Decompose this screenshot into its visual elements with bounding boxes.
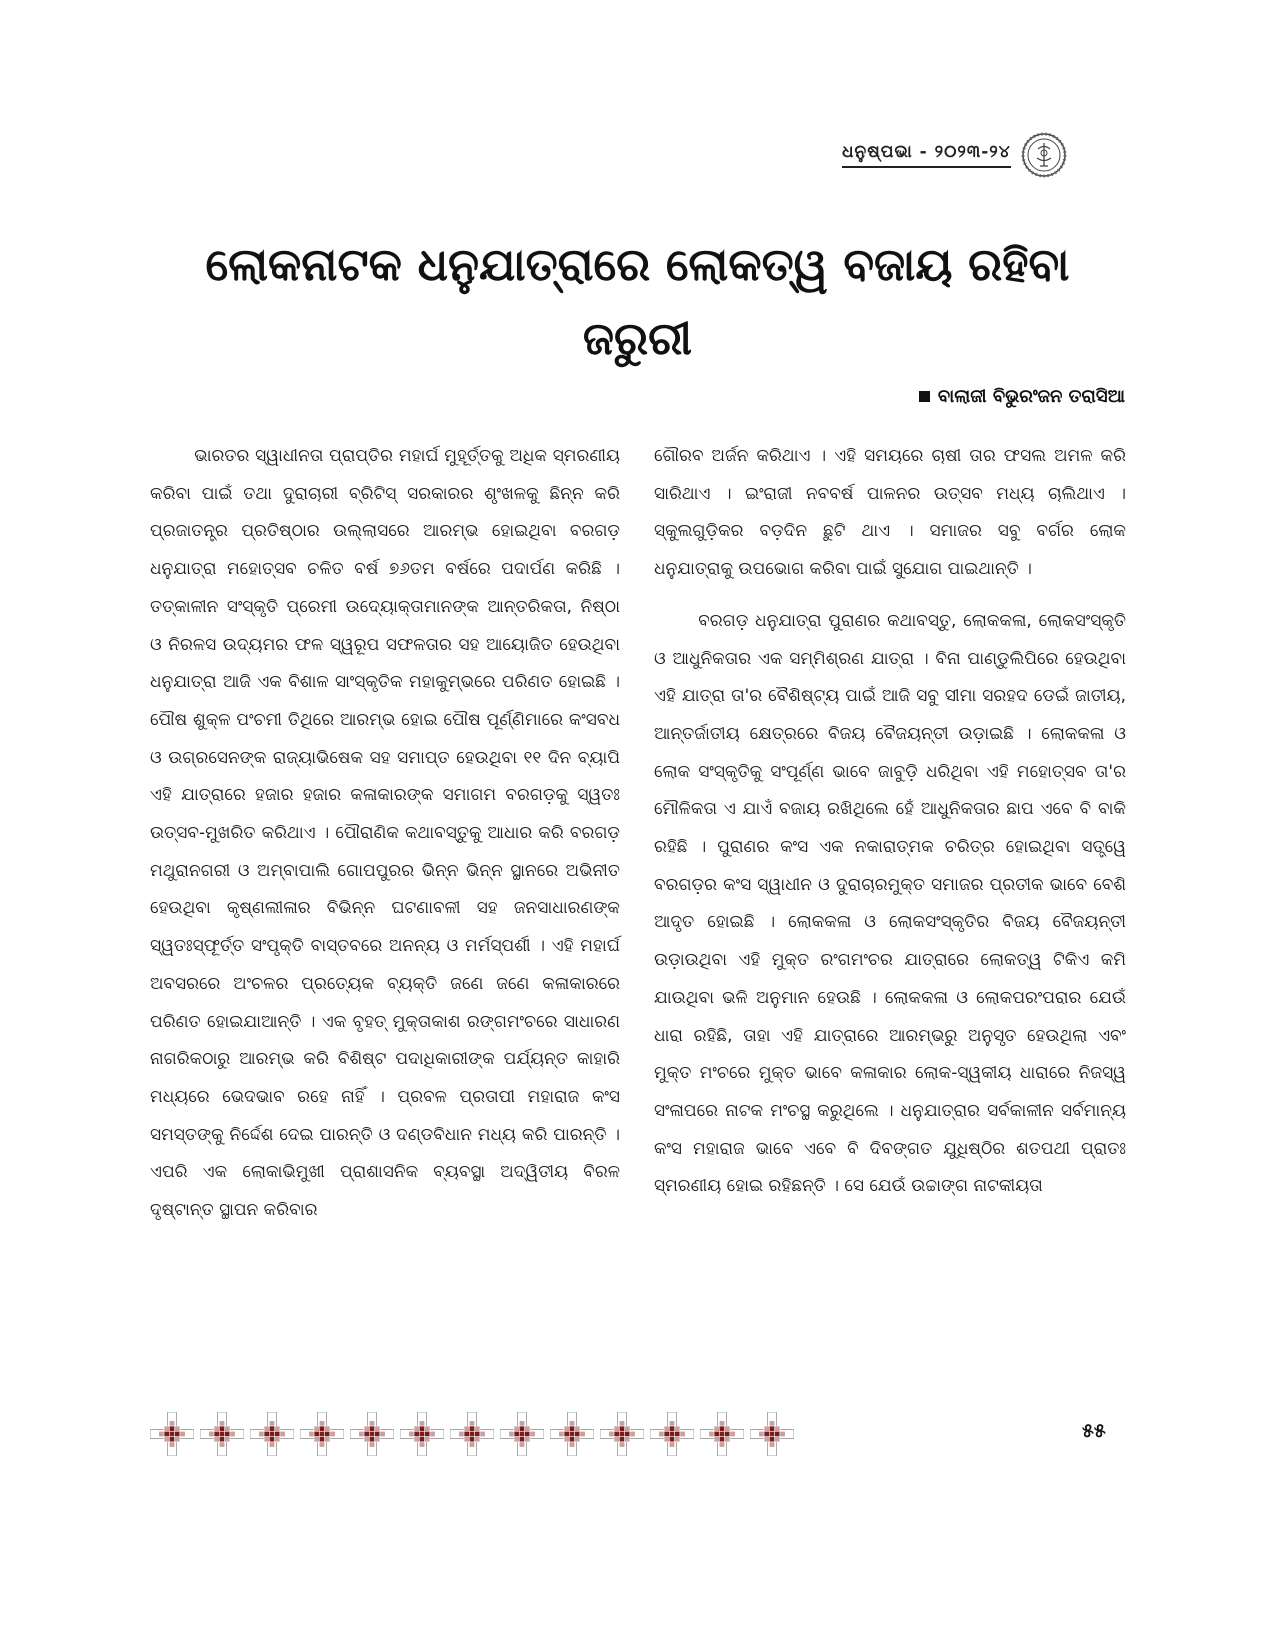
cross-stitch-motif-icon <box>650 1412 694 1456</box>
cross-stitch-motif-icon <box>700 1412 744 1456</box>
paragraph: ବରଗଡ଼ ଧନୁଯାତ୍ରା ପୁରାଣର କଥାବସ୍ତୁ, ଲୋକକଳା, ଲୋକସଂସ୍କୃତି ଓ ଆଧୁନିକତାର ଏକ ସମ୍ମିଶ୍ରଣ ଯାତ୍ରା । ବିନା ପାଣ୍ଡୁଲିପିରେ ହେଉଥିବା ଏହି ଯାତ୍ରା ତା'ର ବୈଶିଷ୍ଟ୍ୟ ପାଇଁ ଆଜି ସବୁ ସୀମା ସରହଦ ଡେଇଁ ଜାତୀୟ, ଆନ୍ତର୍ଜାତୀୟ କ୍ଷେତ୍ରରେ ବିଜୟ ବୈଜୟନ୍ତୀ ଉଡ଼ାଇଛି । ଲୋକକଳା ଓ ଲୋକ ସଂସ୍କୃତିକୁ ସଂପୂର୍ଣ୍ଣ ଭାବେ ଜାବୁଡ଼ି ଧରିଥିବା ଏହି ମହୋତ୍ସବ ତା'ର ମୌଳିକତା ଏ ଯାଏଁ ବଜାୟ ରଖିଥିଲେ ହେଁ ଆଧୁନିକତାର ଛାପ ଏବେ ବି ବାକି ରହିଛି । ପୁରାଣର କଂସ ଏକ ନକାରାତ୍ମକ ଚରିତ୍ର ହୋଇଥିବା ସତ୍ତ୍ୱେ ବରଗଡ଼ର କଂସ ସ୍ୱାଧୀନ ଓ ଦୁରାଚାରମୁକ୍ତ ସମାଜର ପ୍ରତୀକ ଭାବେ ବେଶି ଆଦୃତ ହୋଇଛି । ଲୋକକଳା ଓ ଲୋକସଂସ୍କୃତିର ବିଜୟ ବୈଜୟନ୍ତୀ ଉଡ଼ାଉଥିବା ଏହି ମୁକ୍ତ ରଂଗମଂଚର ଯାତ୍ରାରେ ଲୋକତ୍ୱ ଟିକିଏ କମି ଯାଉଥିବା ଭଳି ଅନୁମାନ ହେଉଛି । ଲୋକକଳା ଓ ଲୋକପରଂପରାର ଯେଉଁ ଧାରା ରହିଛି, ତାହା ଏହି ଯାତ୍ରାରେ ଆରମ୍ଭରୁ ଅନୁସୃତ ହେଉଥିଲା ଏବଂ ମୁକ୍ତ ମଂଚରେ ମୁକ୍ତ ଭାବେ କଳାକାର ଲୋକ-ସ୍ୱକୀୟ ଧାରାରେ ନିଜସ୍ୱ ସଂଳାପରେ ନାଟକ ମଂଚସ୍ଥ କରୁଥିଲେ । ଧନୁଯାତ୍ରାର ସର୍ବକାଳୀନ ସର୍ବମାନ୍ୟ କଂସ ମହାରାଜ ଭାବେ ଏବେ ବି ଦିବଙ୍ଗତ ଯୁଧିଷ୍ଠିର ଶତପଥୀ ପ୍ରାତଃ ସ୍ମରଣୀୟ ହୋଇ ରହିଛନ୍ତି । ସେ ଯେଉଁ ଉଚ୍ଚାଙ୍ଗ ନାଟକୀୟତା <box>654 610 1126 1197</box>
cross-stitch-motif-icon <box>200 1412 244 1456</box>
paragraph: ଗୌରବ ଅର୍ଜନ କରିଥାଏ । ଏହି ସମୟରେ ଚାଷୀ ତାର ଫସଲ ଅମଳ କରି ସାରିଥାଏ । ଇଂରାଜୀ ନବବର୍ଷ ପାଳନର ଉତ୍ସବ ମଧ୍ୟ ଚାଲିଥାଏ । ସ୍କୁଲଗୁଡ଼ିକର ବଡ଼ଦିନ ଛୁଟି ଥାଏ । ସମାଜର ସବୁ ବର୍ଗର ଲୋକ ଧନୁଯାତ୍ରାକୁ ଉପଭୋଗ କରିବା ପାଇଁ ସୁଯୋଗ ପାଇଥାନ୍ତି । <box>654 446 1126 580</box>
bullet-square-icon <box>919 391 930 402</box>
author-name: ବାଲାଜୀ ବିଭୁରଂଜନ ତରାସିଆ <box>937 386 1125 407</box>
running-title: ଧନୁଷ୍ପଭା - ୨୦୨୩-୨୪ <box>842 142 1011 168</box>
decorative-border <box>150 1412 800 1456</box>
cross-stitch-motif-icon <box>300 1412 344 1456</box>
cross-stitch-motif-icon <box>600 1412 644 1456</box>
cross-stitch-motif-icon <box>250 1412 294 1456</box>
cross-stitch-motif-icon <box>450 1412 494 1456</box>
paragraph: ଭାରତର ସ୍ୱାଧୀନତା ପ୍ରାପ୍ତିର ମହାର୍ଘ ମୁହୂର୍ତ୍ତକୁ ଅଧିକ ସ୍ମରଣୀୟ କରିବା ପାଇଁ ତଥା ଦୁରାଚାରୀ ବ୍ରିଟିସ୍ ସରକାରର ଶୃଂଖଳକୁ ଛିନ୍ନ କରି ପ୍ରଜାତନ୍ତ୍ର ପ୍ରତିଷ୍ଠାର ଉଲ୍ଲାସରେ ଆରମ୍ଭ ହୋଇଥିବା ବରଗଡ଼ ଧନୁଯାତ୍ରା ମହୋତ୍ସବ ଚଳିତ ବର୍ଷ ୭୬ତମ ବର୍ଷରେ ପଦାର୍ପଣ କରିଛି । ତତ୍କାଳୀନ ସଂସ୍କୃତି ପ୍ରେମୀ ଉଦ୍ୟୋକ୍ତାମାନଙ୍କ ଆନ୍ତରିକତା, ନିଷ୍ଠା ଓ ନିରଳସ ଉଦ୍ୟମର ଫଳ ସ୍ୱରୂପ ସଫଳତାର ସହ ଆୟୋଜିତ ହେଉଥିବା ଧନୁଯାତ୍ରା ଆଜି ଏକ ବିଶାଳ ସାଂସ୍କୃତିକ ମହାକୁମ୍ଭରେ ପରିଣତ ହୋଇଛି । ପୌଷ ଶୁକ୍ଳ ପଂଚମୀ ତିଥିରେ ଆରମ୍ଭ ହୋଇ ପୌଷ ପୂର୍ଣ୍ଣିମାରେ କଂସବଧ ଓ ଉଗ୍ରସେନଙ୍କ ରାଜ୍ୟାଭିଷେକ ସହ ସମାପ୍ତ ହେଉଥିବା ୧୧ ଦିନ ବ୍ୟାପି ଏହି ଯାତ୍ରାରେ ହଜାର ହଜାର କଳାକାରଙ୍କ ସମାଗମ ବରଗଡ଼କୁ ସ୍ୱତଃ ଉତ୍ସବ-ମୁଖରିତ କରିଥାଏ । ପୌରାଣିକ କଥାବସ୍ତୁକୁ ଆଧାର କରି ବରଗଡ଼ ମଥୁରାନଗରୀ ଓ ଅମ୍ବାପାଲି ଗୋପପୁରର ଭିନ୍ନ ଭିନ୍ନ ସ୍ଥାନରେ ଅଭିନୀତ ହେଉଥିବା କୃଷ୍ଣଲୀଳାର ବିଭିନ୍ନ ଘଟଣାବଳୀ ସହ ଜନସାଧାରଣଙ୍କ ସ୍ୱତଃସ୍ଫୂର୍ତ୍ତ ସଂପୃକ୍ତି ବାସ୍ତବରେ ଅନନ୍ୟ ଓ ମର୍ମସ୍ପର୍ଶୀ । ଏହି ମହାର୍ଘ ଅବସରରେ ଅଂଚଳର ପ୍ରତ୍ୟେକ ବ୍ୟକ୍ତି ଜଣେ ଜଣେ କଳାକାରରେ ପରିଣତ ହୋଇଯାଆନ୍ତି । ଏକ ବୃହତ୍ ମୁକ୍ତାକାଶ ରଙ୍ଗମଂଚରେ ସାଧାରଣ ନାଗରିକଠାରୁ ଆରମ୍ଭ କରି ବିଶିଷ୍ଟ ପଦାଧିକାରୀଙ୍କ ପର୍ଯ୍ୟନ୍ତ କାହାରି ମଧ୍ୟରେ ଭେଦଭାବ ରହେ ନାହିଁ । ପ୍ରବଳ ପ୍ରତାପୀ ମହାରାଜ କଂସ ସମସ୍ତଙ୍କୁ ନିର୍ଦ୍ଦେଶ ଦେଇ ପାରନ୍ତି ଓ ଦଣ୍ଡବିଧାନ ମଧ୍ୟ କରି ପାରନ୍ତି । ଏପରି ଏକ ଲୋକାଭିମୁଖୀ ପ୍ରାଶାସନିକ ବ୍ୟବସ୍ଥା ଅଦ୍ୱିତୀୟ ବିରଳ ଦୃଷ୍ଟାନ୍ତ ସ୍ଥାପନ କରିବାର <box>150 446 620 1221</box>
cross-stitch-motif-icon <box>750 1412 794 1456</box>
seal-icon <box>1021 132 1067 178</box>
cross-stitch-motif-icon <box>150 1412 194 1456</box>
cross-stitch-motif-icon <box>400 1412 444 1456</box>
article-column-left <box>150 438 620 1230</box>
article-column-right <box>654 438 1126 1206</box>
cross-stitch-motif-icon <box>550 1412 594 1456</box>
article-title: ଲୋକନାଟକ ଧନୁଯାତ୍ରାରେ ଲୋକତ୍ୱ ବଜାୟ ରହିବା ଜରୁରୀ <box>205 238 1070 365</box>
author-byline <box>919 386 1125 407</box>
cross-stitch-motif-icon <box>350 1412 394 1456</box>
cross-stitch-motif-icon <box>500 1412 544 1456</box>
page-number: ୫୫ <box>1082 1420 1106 1442</box>
running-header <box>842 132 1067 178</box>
